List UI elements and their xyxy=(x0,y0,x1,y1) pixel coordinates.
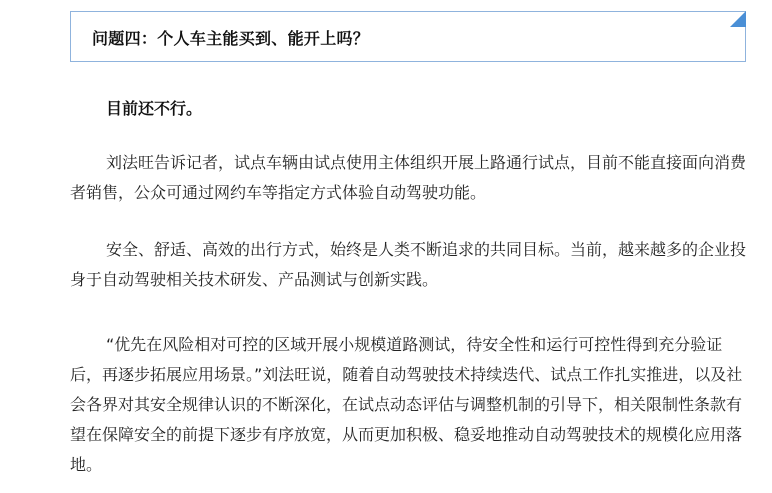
paragraph-1: 刘法旺告诉记者，试点车辆由试点使用主体组织开展上路通行试点，目前不能直接面向消费者销售，公众可通过网约车等指定方式体验自动驾驶功能。 xyxy=(70,153,747,202)
corner-fold-icon xyxy=(730,11,746,27)
answer-lead: 目前还不行。 xyxy=(106,99,203,118)
question-title: 问题四：个人车主能买到、能开上吗？ xyxy=(92,29,370,48)
watermark-overlay xyxy=(536,455,766,485)
paragraph-3: “优先在风险相对可控的区域开展小规模道路测试，待安全性和运行可控性得到充分验证后，再逐步拓展应用场景。”刘法旺说，随着自动驾驶技术持续迭代、试点工作扎实推进，以及社会各界对其安全规律认识的不断深化，在试点动态评估与调整机制的引导下，相关限制性条款有望在保障安全的前提下逐步有序放宽，从而更加积极、稳妥地推动自动驾驶技术的规模化应用落地。 xyxy=(70,335,743,474)
question-box xyxy=(70,11,746,62)
paragraph-2: 安全、舒适、高效的出行方式，始终是人类不断追求的共同目标。当前，越来越多的企业投身于自动驾驶相关技术研发、产品测试与创新实践。 xyxy=(70,240,747,289)
